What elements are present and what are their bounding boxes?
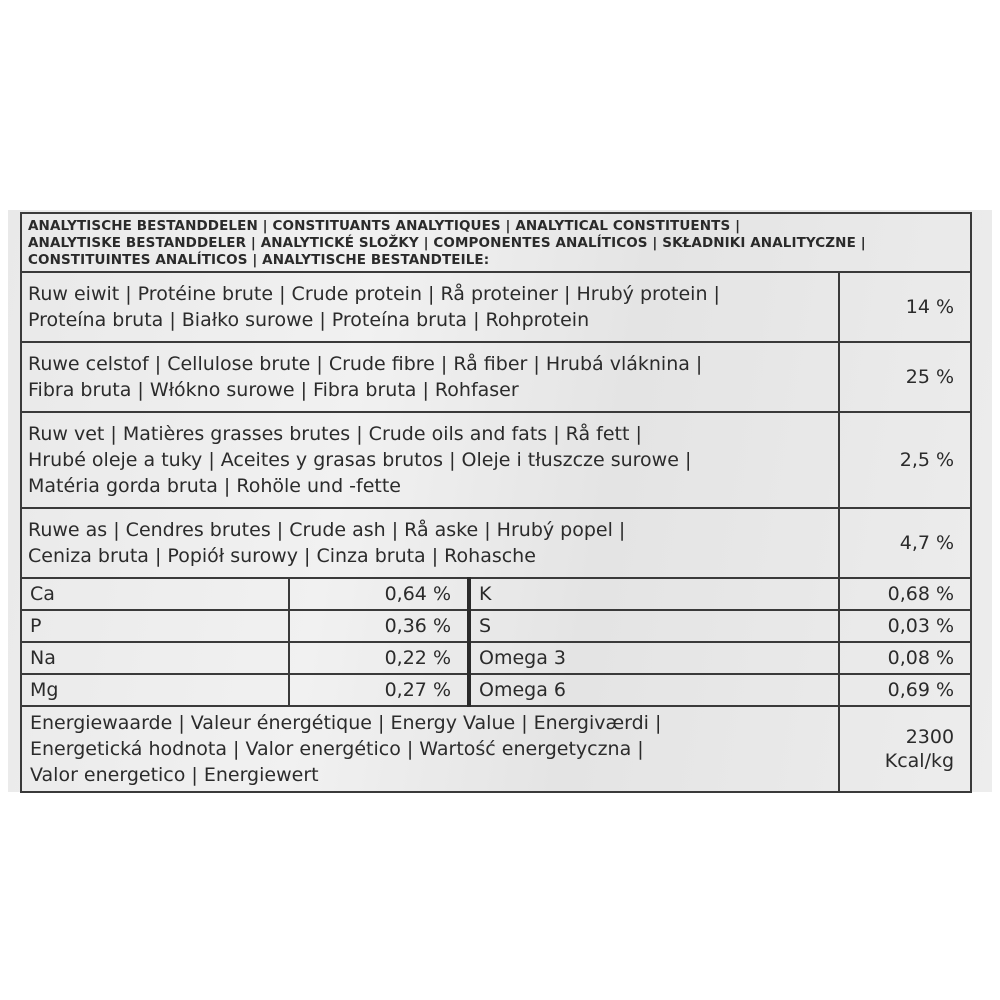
mineral-value: 0,08 % bbox=[839, 642, 971, 674]
table-row-crude-fibre bbox=[21, 342, 971, 412]
label-line: Proteína bruta | Białko surowe | Proteína bruta | Rohprotein bbox=[28, 309, 590, 331]
energy-amount: 2300 bbox=[905, 726, 955, 748]
mineral-value: 0,22 % bbox=[289, 642, 469, 674]
mineral-name: Na bbox=[21, 642, 289, 674]
table-row-crude-protein bbox=[21, 272, 971, 342]
label-line: Ruwe as | Cendres brutes | Crude ash | Rå aske | Hrubý popel | bbox=[28, 519, 626, 541]
analytical-constituents-table bbox=[20, 212, 972, 793]
constituent-label bbox=[21, 272, 839, 342]
table-row-mineral bbox=[21, 642, 971, 674]
header-line: ANALYTISKE BESTANDDELER | ANALYTICKÉ SLOŽKY | COMPONENTES ANALÍTICOS | SKŁADNIKI ANALITYCZNE | bbox=[28, 234, 866, 251]
table-row-crude-oils-fats bbox=[21, 412, 971, 508]
mineral-name: Omega 3 bbox=[469, 642, 839, 674]
mineral-name: S bbox=[469, 610, 839, 642]
constituent-label bbox=[21, 412, 839, 508]
label-line: Matéria gorda bruta | Rohöle und -fette bbox=[28, 475, 401, 497]
label-line: Hrubé oleje a tuky | Aceites y grasas brutos | Oleje i tłuszcze surowe | bbox=[28, 449, 692, 471]
mineral-value: 0,36 % bbox=[289, 610, 469, 642]
energy-unit: Kcal/kg bbox=[884, 750, 955, 772]
constituent-value: 25 % bbox=[839, 342, 971, 412]
mineral-value: 0,68 % bbox=[839, 578, 971, 610]
constituent-value: 4,7 % bbox=[839, 508, 971, 578]
header-line: ANALYTISCHE BESTANDDELEN | CONSTITUANTS ANALYTIQUES | ANALYTICAL CONSTITUENTS | bbox=[28, 217, 741, 234]
table-row-mineral bbox=[21, 610, 971, 642]
table-header bbox=[21, 213, 971, 272]
mineral-value: 0,69 % bbox=[839, 674, 971, 706]
energy-value bbox=[839, 706, 971, 792]
mineral-name: Mg bbox=[21, 674, 289, 706]
mineral-name: K bbox=[469, 578, 839, 610]
mineral-value: 0,27 % bbox=[289, 674, 469, 706]
mineral-name: Ca bbox=[21, 578, 289, 610]
label-line: Energetická hodnota | Valor energético | Wartość energetyczna | bbox=[30, 738, 644, 760]
label-line: Valor energetico | Energiewert bbox=[30, 764, 319, 786]
constituent-label bbox=[21, 508, 839, 578]
label-line: Ceniza bruta | Popiół surowy | Cinza bruta | Rohasche bbox=[28, 545, 536, 567]
constituent-value: 14 % bbox=[839, 272, 971, 342]
table-row-mineral bbox=[21, 674, 971, 706]
table-row-crude-ash bbox=[21, 508, 971, 578]
mineral-name: Omega 6 bbox=[469, 674, 839, 706]
mineral-name: P bbox=[21, 610, 289, 642]
constituent-label bbox=[21, 342, 839, 412]
label-line: Ruw eiwit | Protéine brute | Crude protein | Rå proteiner | Hrubý protein | bbox=[28, 283, 720, 305]
label-line: Energiewaarde | Valeur énergétique | Energy Value | Energiværdi | bbox=[30, 712, 662, 734]
mineral-value: 0,64 % bbox=[289, 578, 469, 610]
table-header-row bbox=[21, 213, 971, 272]
label-line: Fibra bruta | Włókno surowe | Fibra bruta | Rohfaser bbox=[28, 379, 519, 401]
constituent-value: 2,5 % bbox=[839, 412, 971, 508]
label-line: Ruw vet | Matières grasses brutes | Crude oils and fats | Rå fett | bbox=[28, 423, 642, 445]
table-row-mineral bbox=[21, 578, 971, 610]
table-row-energy-value bbox=[21, 706, 971, 792]
energy-label bbox=[21, 706, 839, 792]
mineral-value: 0,03 % bbox=[839, 610, 971, 642]
label-line: Ruwe celstof | Cellulose brute | Crude fibre | Rå fiber | Hrubá vláknina | bbox=[28, 353, 703, 375]
header-line: CONSTITUINTES ANALÍTICOS | ANALYTISCHE BESTANDTEILE: bbox=[28, 251, 490, 268]
